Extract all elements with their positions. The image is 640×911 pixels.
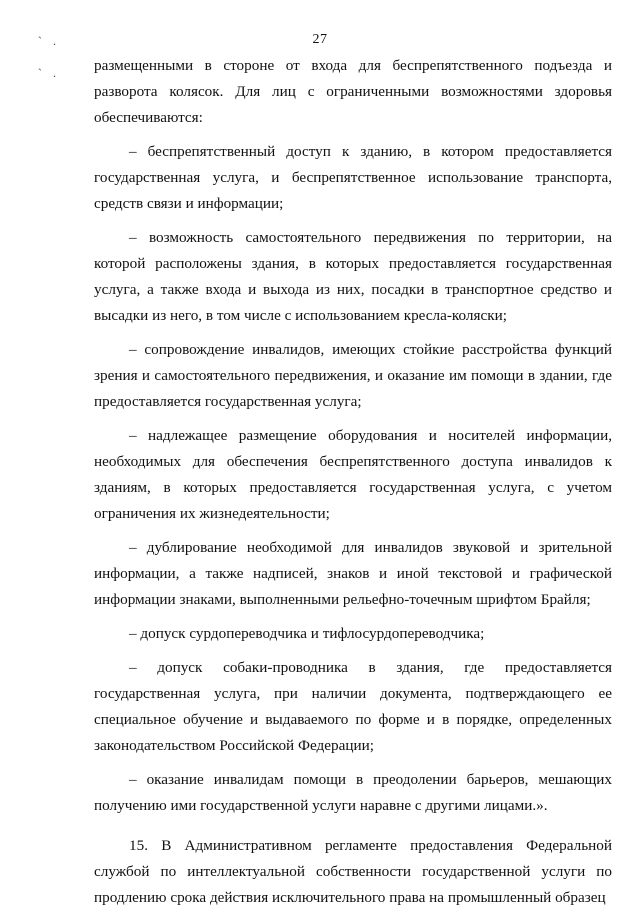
- list-item-access-building: – беспрепятственный доступ к зданию, в котором предоставляется государственная услуга, и беспрепятственное использование транспорта, средств связи и информации;: [94, 143, 612, 212]
- list-item-equipment-placement: – надлежащее размещение оборудования и носителей информации, необходимых для обеспечения беспрепятственного доступа инвалидов к зданиям, в которых предоставляется государственная услуга, с учетом ограничения их жизнедеятельности;: [94, 427, 612, 522]
- section-15-paragraph: 15. В Административном регламенте предоставления Федеральной службой по интеллектуальной собственности государственной услуги по продлению срока действия исключительного права на промышленный образец: [94, 837, 612, 906]
- document-body: [94, 53, 612, 911]
- list-item-sign-interpreter: – допуск сурдопереводчика и тифлосурдопереводчика;: [129, 625, 485, 642]
- margin-mark: ` .: [38, 66, 60, 80]
- list-item-movement: – возможность самостоятельного передвижения по территории, на которой расположены здания, в которых предоставляется государственная услуга, а также входа и выхода из них, посадки в транспортное средство и высадки из него, в том числе с использованием кресла-коляски;: [94, 229, 612, 324]
- margin-mark: ` .: [38, 34, 60, 48]
- list-item-barrier-assistance: – оказание инвалидам помощи в преодолении барьеров, мешающих получению ими государственной услуги наравне с другими лицами.».: [94, 771, 612, 814]
- list-item-guide-dog: – допуск собаки-проводника в здания, где предоставляется государственная услуга, при наличии документа, подтверждающего ее специальное обучение и выдаваемого по форме и в порядке, определенных законодательством Российской Федерации;: [94, 659, 612, 754]
- list-item-escort: – сопровождение инвалидов, имеющих стойкие расстройства функций зрения и самостоятельного передвижения, и оказание им помощи в здании, где предоставляется государственная услуга;: [94, 341, 612, 410]
- paragraph-continuation: размещенными в стороне от входа для беспрепятственного подъезда и разворота колясок. Для лиц с ограниченными возможностями здоровья обеспечиваются:: [94, 57, 612, 126]
- page-number: 27: [312, 32, 328, 47]
- list-item-braille-duplication: – дублирование необходимой для инвалидов звуковой и зрительной информации, а также надписей, знаков и иной текстовой и графической информации знаками, выполненными рельефно-точечным шрифтом Брайля;: [94, 539, 612, 608]
